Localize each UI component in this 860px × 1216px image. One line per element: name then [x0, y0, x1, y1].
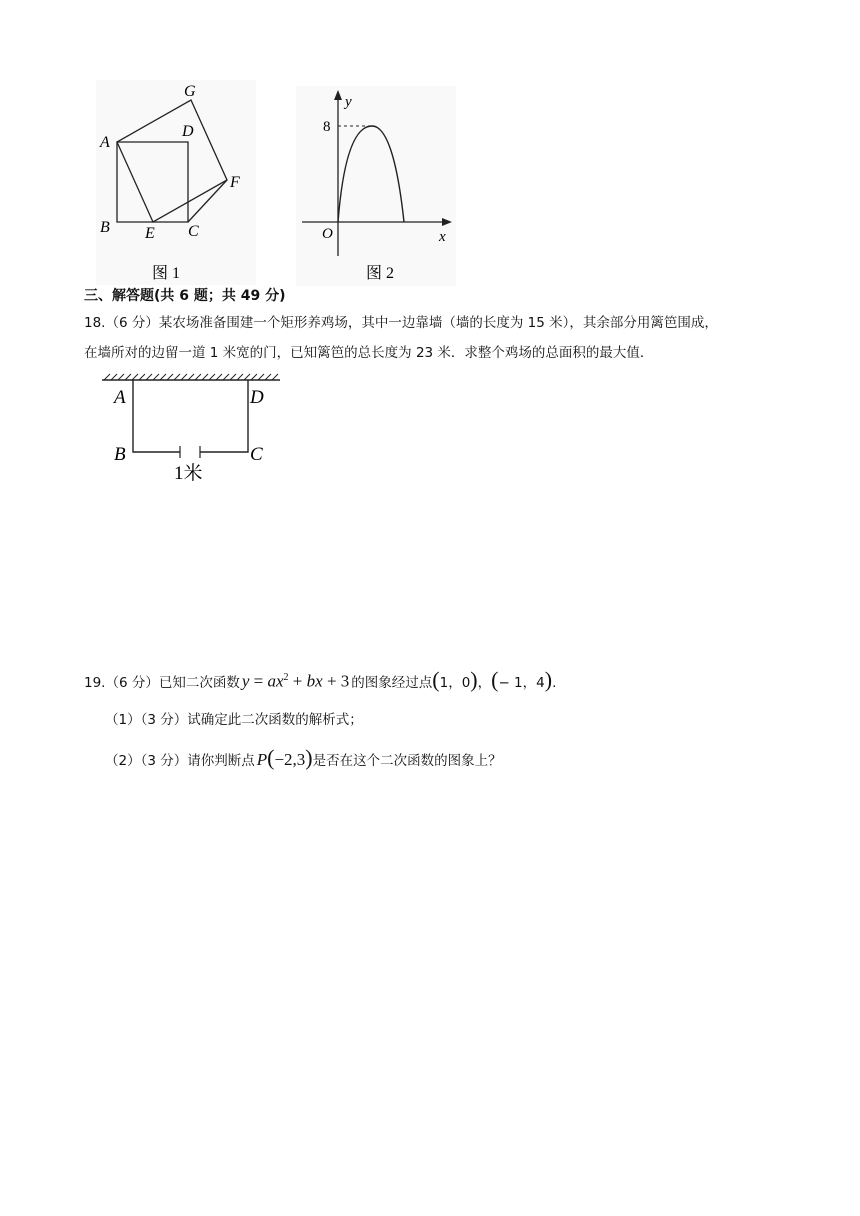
q19-part2 [105, 745, 502, 771]
q19-middle: 的图象经过点 [351, 674, 433, 691]
label-a: A [114, 387, 126, 408]
figure-1-caption: 图 1 [152, 265, 181, 282]
x-axis-label: x [439, 229, 446, 245]
paren-close-1: ) [470, 666, 478, 692]
paren-close-2: ) [544, 666, 553, 692]
q19-comma: ， [477, 674, 492, 691]
label-f: F [230, 174, 240, 191]
section-heading: 三、解答题(共 6 题；共 49 分) [84, 288, 286, 304]
eq-plus3: + 3 [322, 671, 350, 691]
label-b: B [114, 444, 126, 465]
q19-point2: − 1，4 [498, 674, 545, 691]
label-g: G [184, 83, 196, 100]
fence-right [200, 380, 248, 452]
eq-equals: = [249, 671, 268, 691]
eq-y: y [241, 671, 250, 691]
paren-open-1: ( [432, 666, 440, 692]
q18-diagram [98, 372, 288, 487]
q19-part2-suffix: 是否在这个二次函数的图象上？ [312, 753, 502, 769]
eq-bx: bx [306, 671, 323, 691]
label-c: C [188, 223, 199, 240]
q18-line1: 18.（6 分）某农场准备围建一个矩形养鸡场，其中一边靠墙（墙的长度为 15 米），其余部分用篱笆围成， [84, 315, 718, 331]
paren-open-2: ( [491, 666, 499, 692]
wall-hatching [104, 374, 278, 380]
peak-value-label: 8 [323, 119, 331, 135]
figure-2 [296, 86, 456, 286]
label-a: A [100, 134, 110, 151]
label-c: C [250, 444, 263, 465]
q19-end: . [552, 674, 557, 691]
q19-part2-prefix: （2）（3 分）请你判断点 [105, 753, 255, 769]
fence-left [133, 380, 180, 452]
figure-1 [96, 80, 256, 285]
point-p-coords: −2,3 [274, 750, 306, 769]
door-label: 1米 [174, 463, 203, 484]
paren-open-p: ( [267, 745, 275, 770]
q19-point1: 1，0 [439, 674, 471, 691]
q19-prefix: 19.（6 分）已知二次函数 [84, 674, 240, 691]
eq-ax: ax [267, 671, 284, 691]
label-d: D [250, 387, 264, 408]
label-d: D [182, 123, 194, 140]
point-p-name: P [256, 750, 268, 769]
label-e: E [145, 225, 155, 242]
q19-equation [242, 668, 349, 692]
figure-2-caption: 图 2 [366, 265, 395, 282]
eq-plus1: + [288, 671, 307, 691]
q19-stem [84, 668, 556, 693]
paren-close-p: ) [305, 745, 313, 770]
eq-exponent: 2 [283, 672, 289, 683]
q19-part1: （1）（3 分）试确定此二次函数的解析式； [105, 712, 363, 728]
y-axis-label: y [345, 94, 352, 110]
label-b: B [100, 219, 110, 236]
q18-line2: 在墙所对的边留一道 1 米宽的门，已知篱笆的总长度为 23 米．求整个鸡场的总面积的最大值． [84, 345, 654, 361]
point-p-expression [256, 745, 313, 770]
origin-label: O [322, 226, 333, 242]
figure-2-graph [296, 86, 456, 286]
q18-figure [98, 372, 288, 487]
figure-1-diagram [96, 80, 256, 285]
